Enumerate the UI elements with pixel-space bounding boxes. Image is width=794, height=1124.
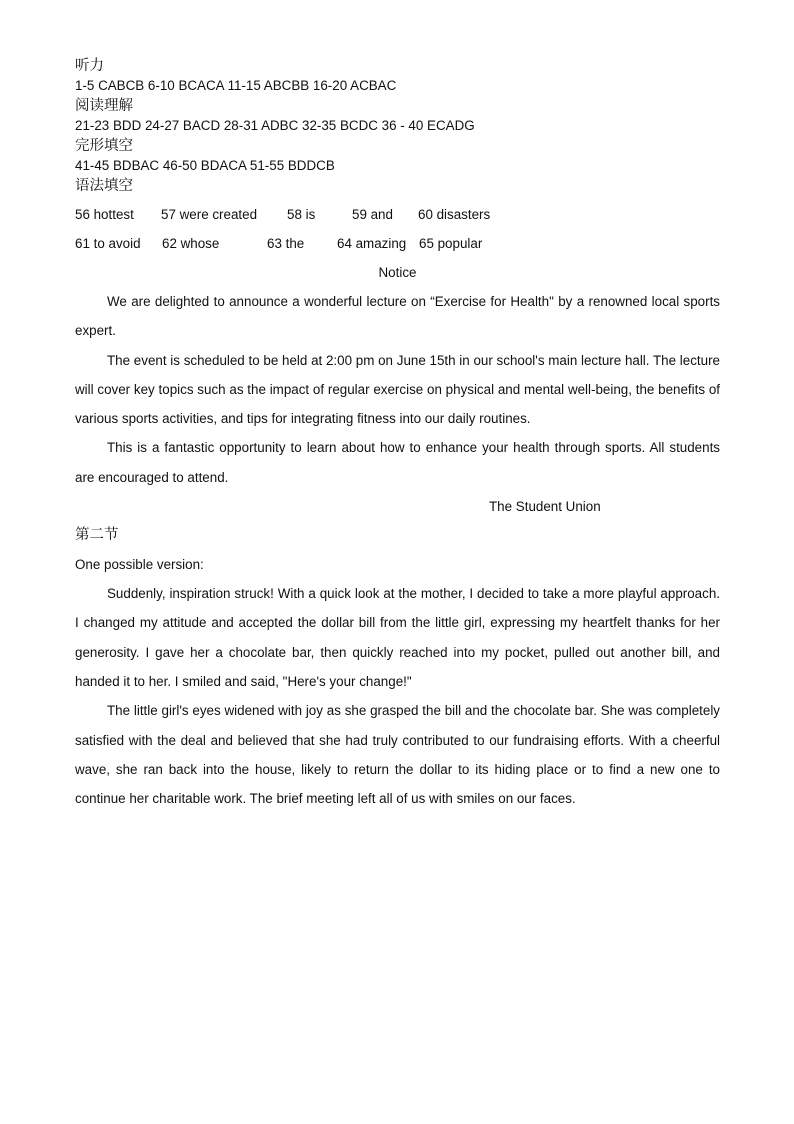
cloze-heading: 完形填空 (75, 138, 133, 154)
listening-heading: 听力 (75, 58, 104, 74)
grammar-answer-61: 61 to avoid (75, 236, 141, 251)
grammar-answer-58: 58 is (287, 207, 316, 222)
continuation-paragraph-2: The little girl's eyes widened with joy as she grasped the bill and the chocolate bar. She was completely satisfied with the deal and believed that she had truly contributed to our fundraising efforts. With a cheerful wave, she ran back into the house, likely to return the dollar to its hiding place or to find a new one to continue her charitable work. The brief meeting left all of us with smiles on our faces. (75, 703, 720, 807)
grammar-answer-63: 63 the (267, 236, 305, 251)
grammar-answer-64: 64 amazing (337, 236, 407, 251)
grammar-answer-62: 62 whose (162, 236, 220, 251)
grammar-answer-57: 57 were created (161, 207, 258, 222)
notice-paragraph-2: The event is scheduled to be held at 2:00 pm on June 15th in our school's main lecture hall. The lecture will cover key topics such as the impact of regular exercise on physical and mental well-being, the benefits of various sports activities, and tips for integrating fitness into our daily routines. (75, 352, 720, 427)
grammar-answer-56: 56 hottest (75, 207, 134, 222)
grammar-answer-59: 59 and (352, 207, 393, 222)
grammar-heading: 语法填空 (75, 178, 133, 194)
grammar-answer-60: 60 disasters (418, 207, 491, 222)
notice-paragraph-1: We are delighted to announce a wonderful lecture on “Exercise for Health" by a renowned local sports expert. (75, 294, 720, 339)
reading-answers: 21-23 BDD 24-27 BACD 28-31 ADBC 32-35 BCDC 36 - 40 ECADG (75, 118, 475, 133)
reading-heading: 阅读理解 (75, 98, 133, 114)
notice-paragraph-3: This is a fantastic opportunity to learn about how to enhance your health through sports. All students are encouraged to attend. (75, 440, 720, 485)
listening-answers: 1-5 CABCB 6-10 BCACA 11-15 ABCBB 16-20 ACBAC (75, 78, 397, 93)
notice-signature: The Student Union (489, 499, 601, 515)
section-2-intro: One possible version: (75, 557, 204, 573)
section-2-heading: 第二节 (75, 527, 119, 544)
grammar-answer-65: 65 popular (419, 236, 483, 251)
answer-key-page (75, 56, 720, 813)
continuation-paragraph-1: Suddenly, inspiration struck! With a quick look at the mother, I decided to take a more playful approach. I changed my attitude and accepted the dollar bill from the little girl, expressing my heartfelt thanks for her generosity. I gave her a chocolate bar, then quickly reached into my pocket, pulled out another bill, and handed it to her. I smiled and said, "Here's your change!" (75, 586, 720, 689)
notice-title: Notice (378, 265, 417, 280)
cloze-answers: 41-45 BDBAC 46-50 BDACA 51-55 BDDCB (75, 158, 335, 173)
grammar-answers-row-1 (75, 200, 720, 229)
grammar-answers-row-2 (75, 229, 720, 258)
